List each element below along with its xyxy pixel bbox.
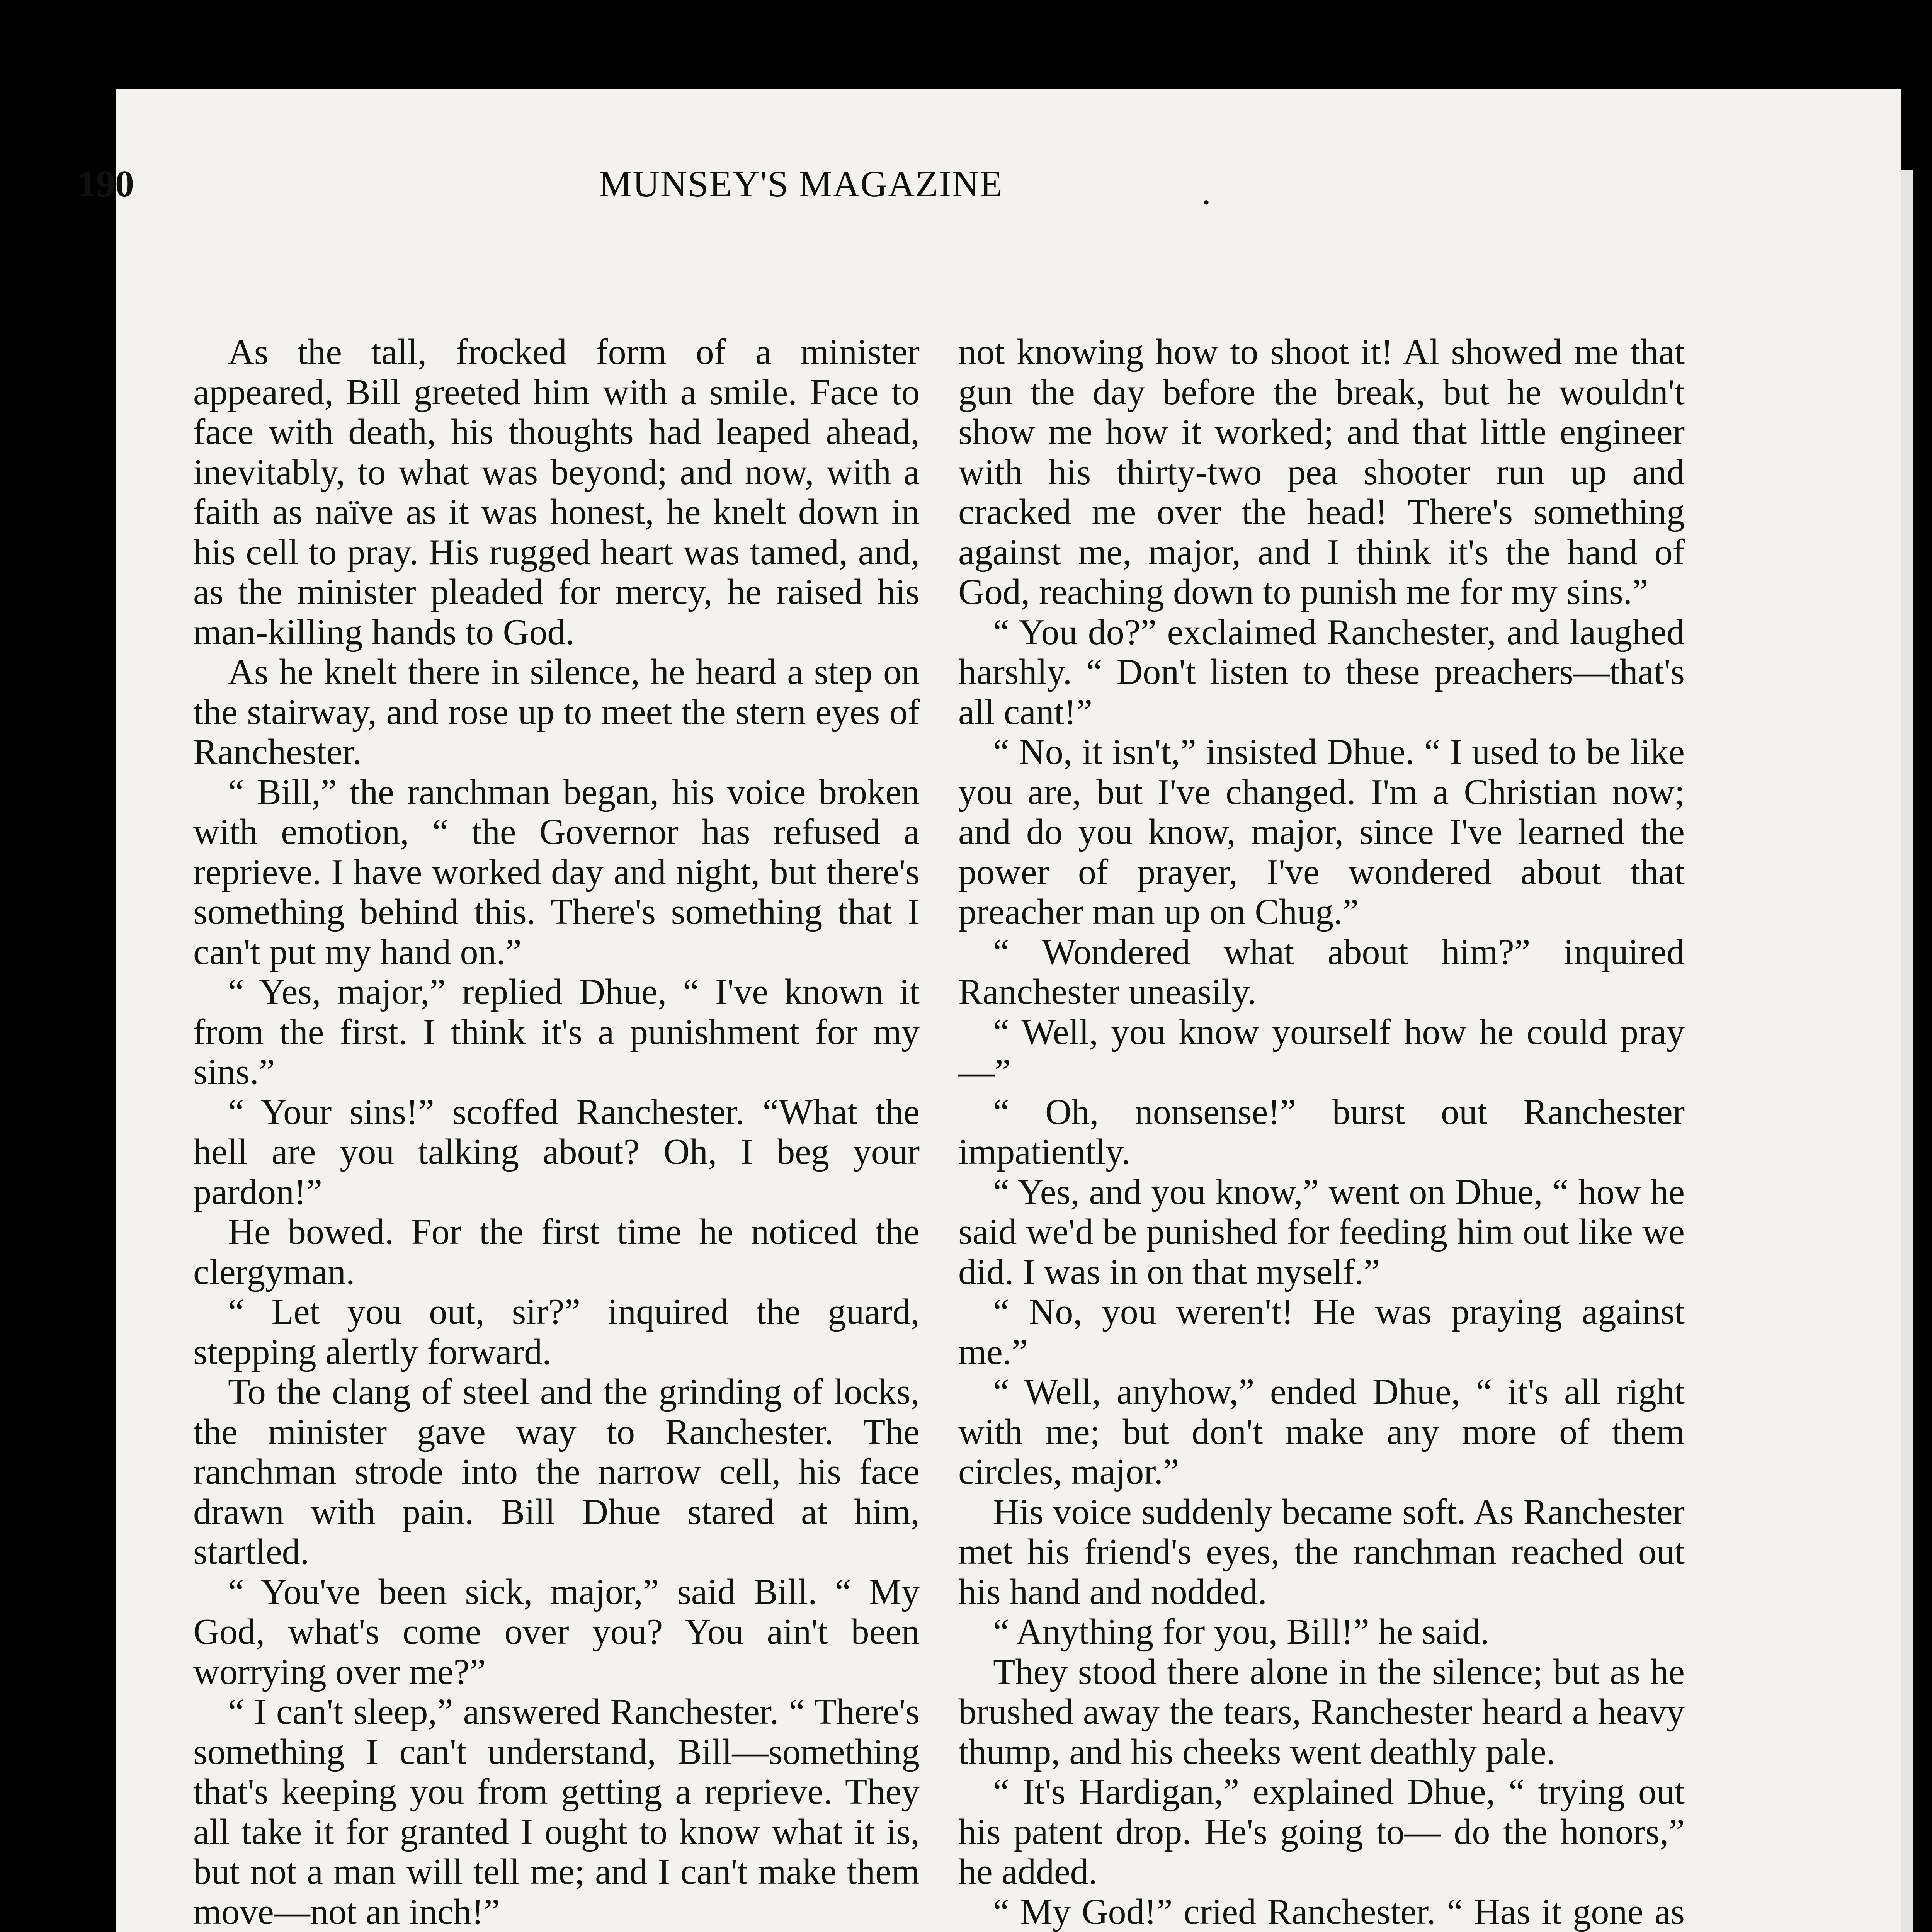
paragraph: “ Well, you know yourself how he could pray—” xyxy=(958,1012,1685,1092)
paragraph: “ Let you out, sir?” inquired the guard, stepping alertly forward. xyxy=(193,1292,920,1372)
paragraph: “ No, you weren't! He was praying against me.” xyxy=(958,1292,1685,1372)
paragraph: “ Your sins!” scoffed Ranchester. “What the hell are you talking about? Oh, I beg your pardon!” xyxy=(193,1092,920,1212)
page-header xyxy=(77,162,1673,213)
paragraph: “ Bill,” the ranchman began, his voice broken with emotion, “ the Governor has refused a reprieve. I have worked day and night, but there's something behind this. There's something that I can't put my hand on.” xyxy=(193,772,920,972)
paragraph: “ Wondered what about him?” inquired Ranchester uneasily. xyxy=(958,932,1685,1012)
paragraph: “ Yes, and you know,” went on Dhue, “ how he said we'd be punished for feeding him out like we did. I was in on that myself.” xyxy=(958,1172,1685,1292)
paragraph: “ Oh, nonsense!” burst out Ranchester impatiently. xyxy=(958,1092,1685,1172)
paragraph: They stood there alone in the silence; but as he brushed away the tears, Ranchester heard a heavy thump, and his cheeks went deathly pale. xyxy=(958,1651,1685,1772)
paragraph: “ Anything for you, Bill!” he said. xyxy=(993,1612,1490,1652)
paragraph: “ You do?” exclaimed Ranchester, and laughed harshly. “ Don't listen to these preachers—that's all cant!” xyxy=(958,612,1685,732)
paragraph: His voice suddenly became soft. As Ranchester met his friend's eyes, the ranchman reached out his hand and nodded. xyxy=(958,1492,1685,1612)
paragraph: “ Well, anyhow,” ended Dhue, “ it's all right with me; but don't make any more of them circles, major.” xyxy=(958,1372,1685,1492)
paragraph: “ Yes, major,” replied Dhue, “ I've known it from the first. I think it's a punishment for my sins.” xyxy=(193,972,920,1092)
paragraph: He bowed. For the first time he noticed the clergyman. xyxy=(193,1212,920,1292)
left-column xyxy=(193,332,920,1932)
paragraph: To the clang of steel and the grinding of locks, the minister gave way to Ranchester. The ranchman strode into the narrow cell, his face drawn with pain. Bill Dhue stared at him, startled. xyxy=(193,1372,920,1572)
paragraph: “ You've been sick, major,” said Bill. “ My God, what's come over you? You ain't been worrying over me?” xyxy=(193,1571,920,1692)
paragraph: “ My God!” cried Ranchester. “ Has it gone as xyxy=(993,1891,1685,1932)
paragraph: As he knelt there in silence, he heard a step on the stairway, and rose up to meet the stern eyes of Ranchester. xyxy=(193,652,920,772)
paragraph: “ No, it isn't,” insisted Dhue. “ I used to be like you are, but I've changed. I'm a Christian now; and do you know, major, since I've learned the power of prayer, I've wondered about that preacher man up on Chug.” xyxy=(958,732,1685,932)
page-number: 190 xyxy=(77,163,134,205)
running-title: MUNSEY'S MAGAZINE xyxy=(599,163,1003,204)
header-mark: . xyxy=(1202,171,1211,212)
paragraph: As the tall, frocked form of a minister appeared, Bill greeted him with a smile. Face to face with death, his thoughts had leaped ahead, inevitably, to what was beyond; and now, with a faith as naïve as it was honest, he knelt down in his cell to pray. His rugged heart was tamed, and, as the minister pleaded for mercy, he raised his man-killing hands to God. xyxy=(193,332,920,652)
facing-page-edge xyxy=(1901,170,1913,1932)
paragraph: “ It's Hardigan,” explained Dhue, “ trying out his patent drop. He's going to— do the honors,” he added. xyxy=(958,1772,1685,1892)
paragraph-continued: not knowing how to shoot it! Al showed me that gun the day before the break, but he wouldn't show me how it worked; and that little engineer with his thirty-two pea shooter run up and cracked me over the head! There's something against me, major, and I think it's the hand of God, reaching down to punish me for my sins.” xyxy=(958,332,1685,612)
paragraph: “ I can't sleep,” answered Ranchester. “ There's something I can't understand, Bill—something that's keeping you from getting a reprieve. They all take it for granted I ought to know what it is, but not a man will tell me; and I can't make them move—not an inch!” xyxy=(193,1692,920,1932)
right-column xyxy=(958,332,1685,1932)
